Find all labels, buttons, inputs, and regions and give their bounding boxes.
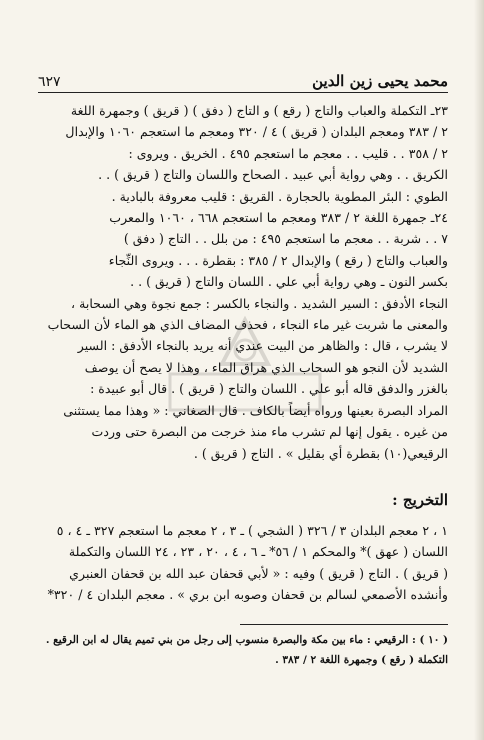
text-line: والمعنى ما شربت غير ماء النجاء ، فحذف المضاف الذي هو الماء لأن السحاب: [47, 317, 448, 333]
text-line: الشديد لأن النجو هو السحاب الذي هراق الماء ، وهذا لا يصح أن يوصف: [84, 359, 448, 375]
text-line: ( قريق ) . التاج ( قريق ) وفيه : « لأبي قحفان عبد الله بن قحفان العنبري: [69, 565, 448, 581]
section-heading: التخريج :: [392, 491, 448, 509]
text-line: وأنشده الأصمعي لسالم بن قحفان وصوبه ابن بري » . معجم البلدان ٤ / ٣٢٠*: [47, 587, 448, 603]
section-text: [38, 520, 448, 606]
text-line: المراد البصرة بعينها ورواه أيضاً بالكاف . قال الصغاني : « وهذا مما يستثنى: [63, 402, 448, 418]
text-line: بكسر النون ـ وهي رواية أبي علي . اللسان والتاج ( قريق ) . .: [130, 274, 448, 290]
text-line: ٢ / ٣٨٣ ومعجم البلدان ( قريق ) ٤ / ٣٢٠ ومعجم ما استعجم ١٠٦٠ والإبدال: [65, 124, 448, 140]
footnotes: [38, 630, 448, 670]
text-line: والعباب والتاج ( رقع ) والإبدال ٢ / ٣٨٥ : بقطرة . . . ويروى النِّجاء: [108, 252, 448, 268]
text-line: من غيره . يقول إنها لم تشرب ماء منذ خرجت من البصرة حتى وردت: [91, 424, 448, 440]
running-title: محمد يحيى زين الدين: [312, 72, 448, 90]
footnote-line: ( ١٠ ) : الرقيعي : ماء بين مكة والبصرة منسوب إلى رجل من بني تميم يقال له ابن الرقيع .: [45, 634, 448, 646]
main-text: [38, 100, 448, 464]
text-line: ١ ، ٢ معجم البلدان ٣ / ٣٢٦ ( الشجي ) ـ ٣ ، ٢ معجم ما استعجم ٣٢٧ ـ ٤ ، ٥: [56, 523, 448, 538]
footnote-rule: [240, 624, 448, 625]
footnote-line: التكملة ( رقع ) وجمهرة اللغة ٢ / ٣٨٣ .: [275, 654, 448, 666]
text-line: الرقيعي(١٠) بقطرة أي بقليل » . التاج ( قريق ) .: [193, 445, 448, 461]
running-header: [38, 68, 448, 90]
text-line: النجاء الأدفق : السير الشديد . والنجاء بالكسر : جمع نجوة وهي السحابة ،: [71, 295, 448, 311]
text-line: بالغزر والدفق قاله أبو علي . اللسان والتاج ( قريق ) . قال أبو عبيدة :: [90, 381, 448, 397]
page-fold-shadow: [474, 0, 484, 740]
text-line: لا يشرب ، قال : والظاهر من البيت عندي أنه يريد بالنجاء الأدفق : السير: [77, 338, 448, 354]
text-line: ٢٤ـ جمهرة اللغة ٢ / ٣٨٣ ومعجم ما استعجم ٦٦٨ ، ١٠٦٠ والمعرب: [109, 210, 448, 226]
text-line: الطوي : البئر المطوية بالحجارة . القريق : قليب معروفة بالبادية .: [111, 188, 448, 204]
header-rule: [38, 92, 448, 93]
page-number: ٦٢٧: [38, 74, 61, 90]
text-line: اللسان ( عهق )* والمحكم ١ / ٥٦* ـ ٦ ، ٤ ، ٢٠ ، ٢٣ ، ٢٤ اللسان والتكملة: [68, 544, 448, 560]
text-line: ٢ / ٣٥٨ . . قليب . . معجم ما استعجم ٤٩٥ . الخريق . ويروى :: [128, 145, 448, 161]
text-line: ٧ . . شربة . . معجم ما استعجم ٤٩٥ : من بلل . . التاج ( دفق ): [123, 231, 448, 247]
text-line: ٢٣ـ التكملة والعباب والتاج ( رقع ) و التاج ( دفق ) ( قريق ) وجمهرة اللغة: [70, 103, 448, 118]
text-line: الكريق . . وهي رواية أبي عبيد . الصحاح واللسان والتاج ( قريق ) . .: [98, 167, 448, 183]
